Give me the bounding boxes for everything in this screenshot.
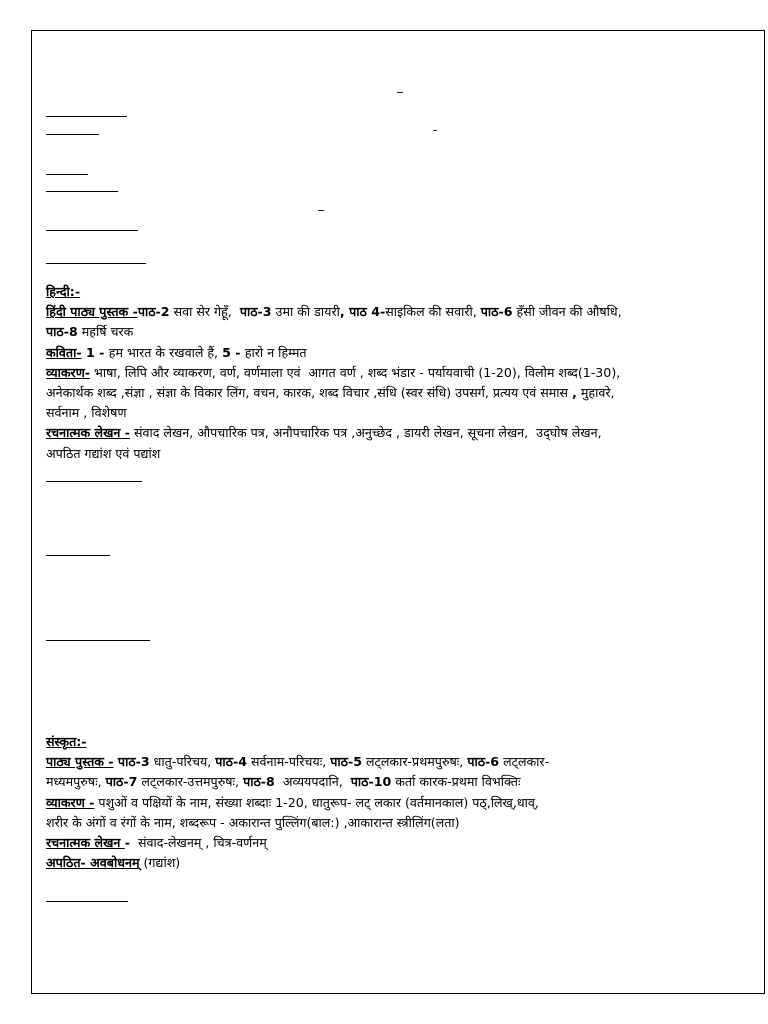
stray-dash: _ (318, 197, 324, 211)
sanskrit-grammar-line-2: शरीर के अंगों व रंगों के नाम, शब्दरूप - अकारान्त पुल्लिंग(बाल:) ,आकारान्त स्त्रीलिंग(लता) (46, 814, 460, 830)
hindi-writing-line: रचनात्मक लेखन - संवाद लेखन, औपचारिक पत्र, अनौपचारिक पत्र ,अनुच्छेद , डायरी लेखन, सूचना लेखन, उद्‌घोष लेखन, (46, 425, 602, 441)
hindi-writing-line-2: अपठित गद्यांश एवं पद्यांश (46, 445, 161, 461)
sanskrit-textbook-line-2: मध्यमपुरुषः, पाठ-7 लट्लकार-उत्तमपुरुषः, पाठ-8 अव्ययपदानि, पाठ-10 कर्ता कारक-प्रथमा विभक्तिः (46, 774, 521, 790)
sanskrit-unseen-line: अपठित- अवबोधनम् (गद्यांश) (46, 855, 181, 871)
blank-rule (46, 230, 138, 231)
stray-dash: - (433, 123, 438, 137)
blank-rule (46, 134, 99, 135)
blank-rule (46, 901, 128, 902)
hindi-section (46, 282, 736, 464)
sanskrit-writing-line: रचनात्मक लेखन - संवाद-लेखनम् , चित्र-वर्णनम् (46, 835, 267, 851)
hindi-textbook-line-2: पाठ-8 महर्षि चरक (46, 324, 134, 340)
hindi-textbook-line: हिंदी पाठ्य पुस्तक -पाठ-2 सवा सेर गेहूँ, पाठ-3 उमा की डायरी, पाठ 4-साइकिल की सवारी, पाठ-6 हँसी जीवन की औषधि, (46, 304, 622, 320)
hindi-heading: हिन्दी:- (46, 284, 81, 299)
sanskrit-section (46, 732, 736, 873)
sanskrit-heading: संस्कृत:- (46, 734, 87, 749)
blank-rule (46, 174, 88, 175)
blank-rule (46, 481, 142, 482)
stray-dash: _ (397, 79, 403, 93)
blank-rule (46, 640, 150, 641)
hindi-grammar-line-2: अनेकार्थक शब्द ,संज्ञा , संज्ञा के विकार लिंग, वचन, कारक, शब्द विचार ,संधि (स्वर संधि) उपसर्ग, प्रत्यय एवं समास , मुहावरे, (46, 385, 615, 401)
hindi-grammar-line: व्याकरण- भाषा, लिपि और व्याकरण, वर्ण, वर्णमाला एवं आगत वर्ण , शब्द भंडार - पर्यायवाची (1-20), विलोम शब्द(1-30), (46, 364, 621, 380)
sanskrit-grammar-line: व्याकरण - पशुओं व पक्षियों के नाम, संख्या शब्दाः 1-20, धातुरूप- लट् लकार (वर्तमानकाल) पठ्,लिख्,धाव्, (46, 794, 539, 810)
blank-rule (46, 555, 110, 556)
hindi-poem-line: कविता- 1 - हम भारत के रखवाले हैं, 5 - हारो न हिम्मत (46, 344, 307, 360)
blank-rule (46, 116, 127, 117)
sanskrit-textbook-line: पाठ्य पुस्तक - पाठ-3 धातु-परिचय, पाठ-4 सर्वनाम-परिचयः, पाठ-5 लट्लकार-प्रथमपुरुषः, पाठ-6 लट्लकार- (46, 754, 550, 770)
hindi-grammar-line-3: सर्वनाम , विशेषण (46, 405, 127, 421)
blank-rule (46, 263, 146, 264)
blank-rule (46, 191, 118, 192)
